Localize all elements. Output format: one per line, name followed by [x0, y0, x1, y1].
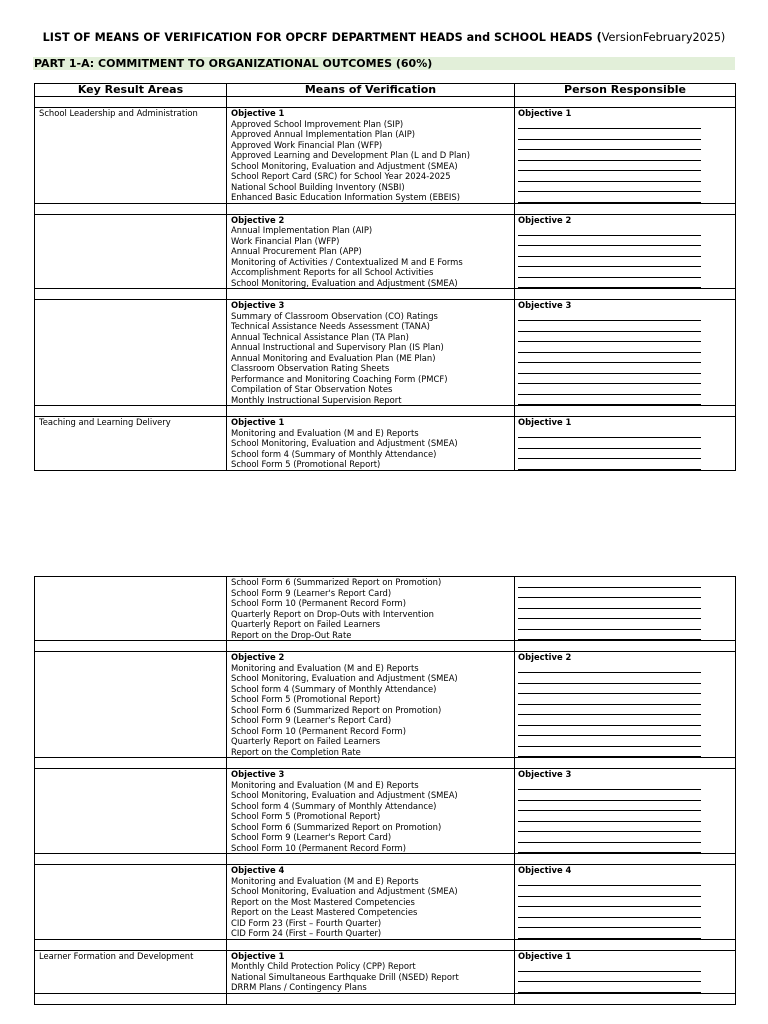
- spacer-row: [35, 406, 736, 417]
- spacer-cell: [515, 993, 736, 1004]
- person-objective-label: Objective 3: [518, 300, 572, 310]
- mov-item: School Monitoring, Evaluation and Adjustment (SMEA): [231, 673, 458, 683]
- spacer-row: [35, 758, 736, 769]
- mov-item: School Form 9 (Learner's Report Card): [231, 587, 392, 598]
- signature-line: [518, 832, 701, 843]
- table-row: [35, 577, 736, 641]
- person-objective-label: Objective 2: [518, 652, 572, 662]
- mov-item: School form 4 (Summary of Monthly Attendance): [231, 448, 437, 459]
- spacer-cell: [227, 641, 515, 652]
- kra-cell: [35, 652, 227, 758]
- person-responsible-cell: [515, 652, 736, 758]
- signature-line: [518, 822, 701, 833]
- signature-line: [518, 321, 701, 332]
- mov-item: Annual Instructional and Supervisory Plan (IS Plan): [231, 342, 444, 352]
- mov-item: School Monitoring, Evaluation and Adjustment (SMEA): [231, 160, 458, 171]
- signature-line: [518, 150, 701, 161]
- table-body-page-2: [35, 577, 736, 1005]
- mov-item: Report on the Least Mastered Competencies: [231, 907, 418, 917]
- spacer-cell: [35, 641, 227, 652]
- signature-line: [518, 972, 701, 983]
- mov-item: School form 4 (Summary of Monthly Attendance): [231, 683, 437, 694]
- objective-label: Objective 3: [231, 300, 285, 310]
- person-responsible-cell: [515, 865, 736, 940]
- mov-item: Quarterly Report on Failed Learners: [231, 736, 381, 746]
- signature-line: [518, 588, 701, 599]
- signature-line: [518, 886, 701, 897]
- signature-line: [518, 736, 701, 747]
- mov-item: School Form 10 (Permanent Record Form): [231, 725, 406, 736]
- signature-line: [518, 619, 701, 630]
- table-row: [35, 108, 736, 204]
- objective-label: Objective 1: [231, 950, 285, 961]
- signature-line: [518, 780, 701, 791]
- mov-item: School Form 5 (Promotional Report): [231, 459, 381, 469]
- spacer-row: [35, 97, 736, 108]
- spacer-row: [35, 203, 736, 214]
- spacer-cell: [227, 993, 515, 1004]
- signature-line: [518, 715, 701, 726]
- person-responsible-cell: [515, 769, 736, 854]
- person-responsible-cell: [515, 577, 736, 641]
- table-page-1-region: [0, 83, 768, 506]
- mov-cell: [227, 577, 515, 641]
- signature-line: [518, 630, 701, 641]
- signature-line: [518, 236, 701, 247]
- mov-cell: [227, 108, 515, 204]
- table-page-2-region: [0, 576, 768, 1024]
- signature-line: [518, 438, 701, 449]
- mov-item: Classroom Observation Rating Sheets: [231, 363, 390, 373]
- person-responsible-cell: [515, 108, 736, 204]
- kra-cell: School Leadership and Administration: [35, 108, 227, 204]
- person-objective-label: Objective 1: [518, 108, 572, 118]
- kra-cell: [35, 865, 227, 940]
- signature-line: [518, 428, 701, 439]
- mov-item: CID Form 24 (First – Fourth Quarter): [231, 928, 382, 938]
- mov-item: Report on the Completion Rate: [231, 746, 361, 757]
- objective-label: Objective 2: [231, 652, 285, 662]
- mov-item: Quarterly Report on Failed Learners: [231, 619, 381, 629]
- signature-line: [518, 171, 701, 182]
- mov-item: Enhanced Basic Education Information System (EBEIS): [231, 192, 460, 202]
- mov-item: Annual Procurement Plan (APP): [231, 246, 362, 256]
- signature-line: [518, 694, 701, 705]
- table-row: [35, 214, 736, 289]
- spacer-cell: [227, 758, 515, 769]
- objective-label: Objective 3: [231, 769, 285, 779]
- signature-line: [518, 267, 701, 278]
- mov-item: Monitoring of Activities / Contextualized M and E Forms: [231, 256, 463, 267]
- person-responsible-cell: [515, 300, 736, 406]
- mov-cell: [227, 950, 515, 993]
- mov-item: School Form 5 (Promotional Report): [231, 811, 381, 821]
- signature-line: [518, 342, 701, 353]
- mov-item: School Form 9 (Learner's Report Card): [231, 715, 392, 725]
- mov-cell: [227, 652, 515, 758]
- kra-cell: [35, 214, 227, 289]
- col-header-kra: Key Result Areas: [35, 84, 227, 97]
- spacer-cell: [515, 854, 736, 865]
- mov-item: Monthly Child Protection Policy (CPP) Report: [231, 961, 416, 971]
- person-responsible-cell: [515, 417, 736, 471]
- mov-item: School form 4 (Summary of Monthly Attendance): [231, 800, 437, 811]
- col-header-mov: Means of Verification: [227, 84, 515, 97]
- spacer-cell: [227, 939, 515, 950]
- mov-item: Report on the Most Mastered Competencies: [231, 896, 415, 907]
- signature-line: [518, 598, 701, 609]
- table-row: [35, 417, 736, 471]
- signature-line: [518, 257, 701, 268]
- mov-item: Accomplishment Reports for all School Activities: [231, 267, 434, 277]
- spacer-row: [35, 993, 736, 1004]
- mov-item: School Form 6 (Summarized Report on Promotion): [231, 821, 442, 832]
- spacer-cell: [515, 203, 736, 214]
- spacer-cell: [515, 406, 736, 417]
- signature-line: [518, 119, 701, 130]
- mov-item: School Monitoring, Evaluation and Adjustment (SMEA): [231, 277, 458, 288]
- objective-label: Objective 4: [231, 865, 285, 875]
- spacer-cell: [35, 203, 227, 214]
- mov-item: Monitoring and Evaluation (M and E) Reports: [231, 779, 419, 790]
- mov-item: Performance and Monitoring Coaching Form (PMCF): [231, 373, 448, 384]
- signature-line: [518, 192, 701, 203]
- col-header-person: Person Responsible: [515, 84, 736, 97]
- signature-line: [518, 395, 701, 406]
- kra-cell: [35, 300, 227, 406]
- spacer-cell: [515, 641, 736, 652]
- mov-item: Technical Assistance Needs Assessment (TANA): [231, 321, 430, 331]
- signature-line: [518, 246, 701, 257]
- spacer-cell: [35, 854, 227, 865]
- mov-item: School Monitoring, Evaluation and Adjustment (SMEA): [231, 790, 458, 800]
- part-heading: PART 1-A: COMMITMENT TO ORGANIZATIONAL OUTCOMES (60%): [33, 57, 735, 70]
- signature-line: [518, 897, 701, 908]
- spacer-cell: [227, 406, 515, 417]
- spacer-cell: [35, 289, 227, 300]
- mov-item: Quarterly Report on Drop-Outs with Intervention: [231, 608, 434, 619]
- spacer-row: [35, 289, 736, 300]
- kra-cell: Teaching and Learning Delivery: [35, 417, 227, 471]
- mov-table-page-1: [34, 83, 736, 471]
- objective-label: Objective 2: [231, 214, 285, 225]
- mov-item: Annual Monitoring and Evaluation Plan (ME Plan): [231, 352, 436, 363]
- spacer-cell: [35, 406, 227, 417]
- spacer-cell: [515, 97, 736, 108]
- signature-line: [518, 609, 701, 620]
- spacer-cell: [227, 854, 515, 865]
- signature-line: [518, 449, 701, 460]
- mov-item: Monitoring and Evaluation (M and E) Reports: [231, 662, 419, 673]
- document-title: [0, 31, 768, 44]
- spacer-row: [35, 641, 736, 652]
- mov-item: Approved Work Financial Plan (WFP): [231, 139, 383, 150]
- table-header-row: [35, 84, 736, 97]
- spacer-cell: [515, 758, 736, 769]
- signature-line: [518, 332, 701, 343]
- kra-cell: [35, 577, 227, 641]
- signature-line: [518, 918, 701, 929]
- mov-item: Approved School Improvement Plan (SIP): [231, 118, 404, 129]
- table-row: [35, 300, 736, 406]
- signature-line: [518, 225, 701, 236]
- signature-line: [518, 684, 701, 695]
- signature-line: [518, 459, 701, 470]
- table-row: [35, 950, 736, 993]
- signature-line: [518, 705, 701, 716]
- mov-item: School Monitoring, Evaluation and Adjustment (SMEA): [231, 886, 458, 896]
- signature-line: [518, 374, 701, 385]
- signature-line: [518, 311, 701, 322]
- person-objective-label: Objective 1: [518, 950, 572, 961]
- table-body-page-1: [35, 97, 736, 471]
- person-responsible-cell: [515, 214, 736, 289]
- person-responsible-cell: [515, 950, 736, 993]
- person-objective-label: Objective 3: [518, 769, 572, 779]
- mov-item: Monitoring and Evaluation (M and E) Reports: [231, 875, 419, 886]
- mov-cell: [227, 300, 515, 406]
- signature-line: [518, 384, 701, 395]
- mov-item: Summary of Classroom Observation (CO) Ratings: [231, 310, 438, 321]
- spacer-cell: [227, 97, 515, 108]
- mov-item: Report on the Drop-Out Rate: [231, 629, 352, 640]
- spacer-cell: [35, 97, 227, 108]
- person-objective-label: Objective 1: [518, 417, 572, 427]
- spacer-cell: [227, 289, 515, 300]
- mov-item: Monitoring and Evaluation (M and E) Reports: [231, 427, 419, 438]
- mov-item: DRRM Plans / Contingency Plans: [231, 982, 367, 992]
- mov-item: Monthly Instructional Supervision Report: [231, 394, 402, 405]
- kra-cell: Learner Formation and Development: [35, 950, 227, 993]
- signature-line: [518, 129, 701, 140]
- signature-line: [518, 278, 701, 289]
- spacer-cell: [515, 289, 736, 300]
- signature-line: [518, 673, 701, 684]
- person-objective-label: Objective 2: [518, 214, 572, 225]
- mov-item: School Report Card (SRC) for School Year 2024-2025: [231, 171, 451, 181]
- signature-line: [518, 353, 701, 364]
- title-main: LIST OF MEANS OF VERIFICATION FOR OPCRF DEPARTMENT HEADS and SCHOOL HEADS (: [42, 31, 602, 44]
- mov-item: School Form 10 (Permanent Record Form): [231, 842, 406, 853]
- table-row: [35, 769, 736, 854]
- signature-line: [518, 811, 701, 822]
- mov-item: Approved Annual Implementation Plan (AIP): [231, 129, 416, 139]
- table-row: [35, 652, 736, 758]
- spacer-cell: [227, 203, 515, 214]
- spacer-row: [35, 939, 736, 950]
- table-row: [35, 865, 736, 940]
- mov-item: School Monitoring, Evaluation and Adjustment (SMEA): [231, 438, 458, 448]
- mov-item: Work Financial Plan (WFP): [231, 235, 340, 246]
- mov-item: National Simultaneous Earthquake Drill (NSED) Report: [231, 971, 459, 982]
- signature-line: [518, 161, 701, 172]
- mov-item: School Form 6 (Summarized Report on Promotion): [231, 704, 442, 715]
- signature-line: [518, 982, 701, 993]
- mov-item: School Form 9 (Learner's Report Card): [231, 832, 392, 842]
- mov-table-page-2: [34, 576, 736, 1005]
- mov-cell: [227, 769, 515, 854]
- spacer-cell: [515, 939, 736, 950]
- spacer-row: [35, 854, 736, 865]
- mov-cell: [227, 865, 515, 940]
- objective-label: Objective 1: [231, 108, 285, 118]
- mov-item: Compilation of Star Observation Notes: [231, 384, 393, 394]
- signature-line: [518, 140, 701, 151]
- signature-line: [518, 790, 701, 801]
- kra-cell: [35, 769, 227, 854]
- mov-item: School Form 10 (Permanent Record Form): [231, 598, 406, 608]
- signature-line: [518, 843, 701, 854]
- objective-label: Objective 1: [231, 417, 285, 427]
- signature-line: [518, 663, 701, 674]
- signature-line: [518, 747, 701, 758]
- signature-line: [518, 182, 701, 193]
- spacer-cell: [35, 758, 227, 769]
- person-objective-label: Objective 4: [518, 865, 572, 875]
- mov-item: Annual Implementation Plan (AIP): [231, 225, 373, 235]
- signature-line: [518, 577, 701, 588]
- mov-item: School Form 5 (Promotional Report): [231, 694, 381, 704]
- signature-line: [518, 363, 701, 374]
- mov-item: National School Building Inventory (NSBI): [231, 181, 405, 192]
- mov-item: Approved Learning and Development Plan (L and D Plan): [231, 150, 471, 160]
- mov-item: School Form 6 (Summarized Report on Promotion): [231, 577, 442, 587]
- signature-line: [518, 928, 701, 939]
- signature-line: [518, 876, 701, 887]
- signature-line: [518, 801, 701, 812]
- signature-line: [518, 961, 701, 972]
- spacer-cell: [35, 939, 227, 950]
- mov-item: CID Form 23 (First – Fourth Quarter): [231, 917, 382, 928]
- mov-cell: [227, 214, 515, 289]
- mov-cell: [227, 417, 515, 471]
- spacer-cell: [35, 993, 227, 1004]
- mov-item: Annual Technical Assistance Plan (TA Plan): [231, 331, 409, 342]
- signature-line: [518, 726, 701, 737]
- signature-line: [518, 907, 701, 918]
- title-version: VersionFebruary2025): [601, 31, 726, 44]
